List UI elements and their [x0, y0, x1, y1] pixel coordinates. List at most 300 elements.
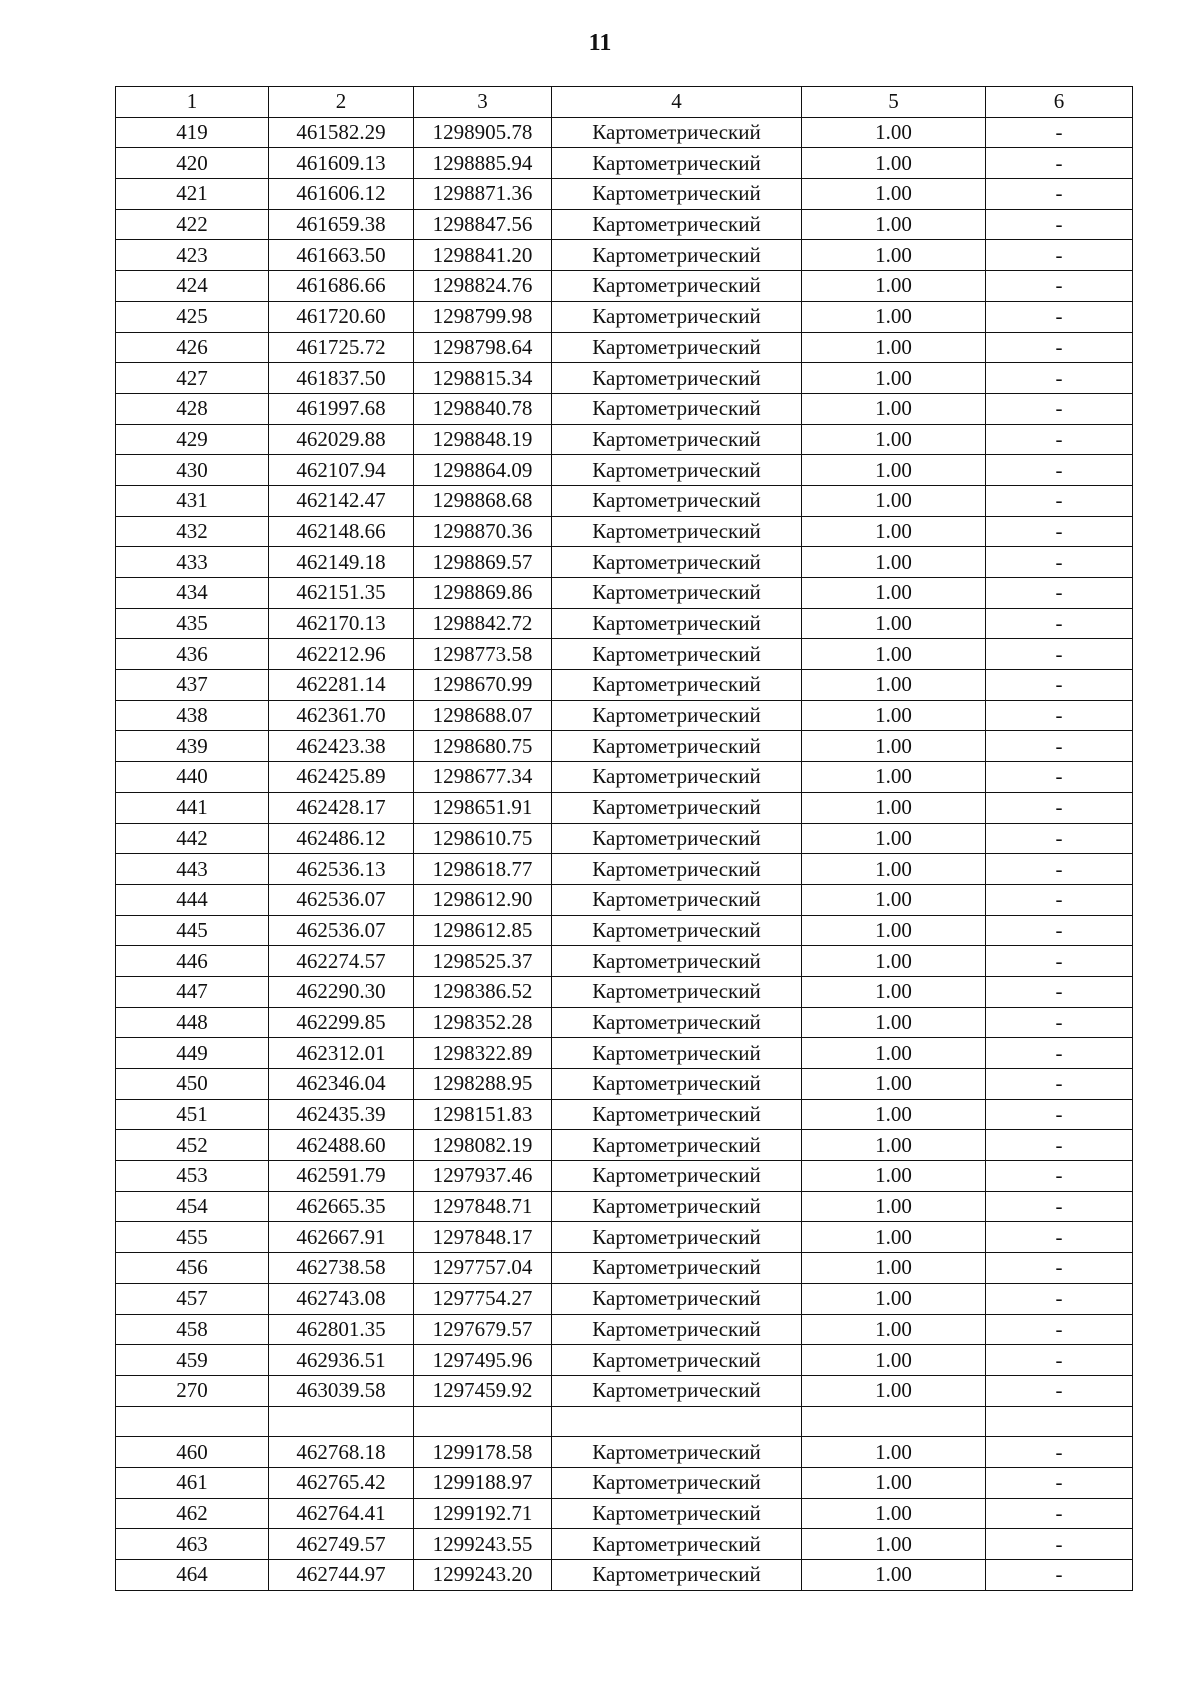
table-cell: Картометрический — [552, 117, 802, 148]
table-cell: 1.00 — [802, 1069, 986, 1100]
table-cell: 449 — [116, 1038, 269, 1069]
table-cell: 452 — [116, 1130, 269, 1161]
table-cell: Картометрический — [552, 271, 802, 302]
table-cell: 462361.70 — [269, 700, 414, 731]
table-cell: 433 — [116, 547, 269, 578]
table-cell: 1.00 — [802, 1437, 986, 1468]
table-cell: 461686.66 — [269, 271, 414, 302]
table-row — [116, 731, 1133, 762]
table-cell — [552, 1406, 802, 1437]
table-cell: 1298610.75 — [414, 823, 552, 854]
table-cell: 1.00 — [802, 424, 986, 455]
table-cell: Картометрический — [552, 608, 802, 639]
table-cell: 447 — [116, 976, 269, 1007]
table-cell: Картометрический — [552, 1498, 802, 1529]
table-cell: - — [986, 854, 1133, 885]
table-row — [116, 332, 1133, 363]
table-cell: 422 — [116, 209, 269, 240]
table-cell: 423 — [116, 240, 269, 271]
table-cell: Картометрический — [552, 976, 802, 1007]
table-cell: 1298869.57 — [414, 547, 552, 578]
table-cell: Картометрический — [552, 946, 802, 977]
table-cell: - — [986, 363, 1133, 394]
table-cell: 461659.38 — [269, 209, 414, 240]
table-cell: 1.00 — [802, 1007, 986, 1038]
table-cell: 1.00 — [802, 1560, 986, 1591]
table-cell: - — [986, 1498, 1133, 1529]
table-cell: 462801.35 — [269, 1314, 414, 1345]
table-cell: 462738.58 — [269, 1253, 414, 1284]
table-cell: 444 — [116, 884, 269, 915]
table-row — [116, 1038, 1133, 1069]
table-cell: 1.00 — [802, 884, 986, 915]
table-cell: - — [986, 1038, 1133, 1069]
table-cell: Картометрический — [552, 639, 802, 670]
table-cell: 462299.85 — [269, 1007, 414, 1038]
table-row — [116, 1375, 1133, 1406]
table-cell: 421 — [116, 179, 269, 210]
table-cell: 1.00 — [802, 854, 986, 885]
table-cell: Картометрический — [552, 762, 802, 793]
table-cell: - — [986, 301, 1133, 332]
table-cell: Картометрический — [552, 547, 802, 578]
table-cell: - — [986, 792, 1133, 823]
header-cell: 3 — [414, 87, 552, 118]
table-cell: Картометрический — [552, 1375, 802, 1406]
table-cell: 1.00 — [802, 608, 986, 639]
table-cell: 1.00 — [802, 363, 986, 394]
table-cell: 462148.66 — [269, 516, 414, 547]
table-cell: 454 — [116, 1191, 269, 1222]
table-cell: - — [986, 1253, 1133, 1284]
table-cell: Картометрический — [552, 1099, 802, 1130]
table-row — [116, 1314, 1133, 1345]
table-cell: - — [986, 1560, 1133, 1591]
table-row — [116, 1069, 1133, 1100]
table-cell: 434 — [116, 578, 269, 609]
table-cell: 437 — [116, 670, 269, 701]
table-cell: Картометрический — [552, 1069, 802, 1100]
table-cell: 1.00 — [802, 1191, 986, 1222]
table-cell: Картометрический — [552, 179, 802, 210]
table-row — [116, 547, 1133, 578]
table-cell — [986, 1406, 1133, 1437]
table-cell: - — [986, 393, 1133, 424]
table-cell: 1299192.71 — [414, 1498, 552, 1529]
table-cell: 1.00 — [802, 271, 986, 302]
table-cell: 462346.04 — [269, 1069, 414, 1100]
table-cell: 462765.42 — [269, 1467, 414, 1498]
table-cell: Картометрический — [552, 1560, 802, 1591]
table-cell: Картометрический — [552, 1437, 802, 1468]
table-cell: Картометрический — [552, 363, 802, 394]
table-cell: 1298815.34 — [414, 363, 552, 394]
table-cell: 270 — [116, 1375, 269, 1406]
table-cell: 461 — [116, 1467, 269, 1498]
table-cell: 428 — [116, 393, 269, 424]
table-row — [116, 1007, 1133, 1038]
table-row — [116, 485, 1133, 516]
table-cell: 1297679.57 — [414, 1314, 552, 1345]
table-row — [116, 209, 1133, 240]
table-cell: 1298322.89 — [414, 1038, 552, 1069]
header-cell: 1 — [116, 87, 269, 118]
table-cell: - — [986, 823, 1133, 854]
table-cell: 1297495.96 — [414, 1345, 552, 1376]
table-cell: 1298885.94 — [414, 148, 552, 179]
table-cell: 1297937.46 — [414, 1161, 552, 1192]
table-row — [116, 455, 1133, 486]
header-cell: 4 — [552, 87, 802, 118]
table-cell: Картометрический — [552, 731, 802, 762]
table-cell: 1298869.86 — [414, 578, 552, 609]
table-cell: 1.00 — [802, 1283, 986, 1314]
table-cell: - — [986, 1222, 1133, 1253]
table-cell: 461606.12 — [269, 179, 414, 210]
table-cell: 1.00 — [802, 1130, 986, 1161]
table-cell: - — [986, 547, 1133, 578]
table-cell: Картометрический — [552, 578, 802, 609]
table-cell: Картометрический — [552, 1130, 802, 1161]
table-cell: 424 — [116, 271, 269, 302]
header-cell: 2 — [269, 87, 414, 118]
table-cell: Картометрический — [552, 301, 802, 332]
table-cell: 1297848.17 — [414, 1222, 552, 1253]
table-cell: - — [986, 1529, 1133, 1560]
table-header — [116, 87, 1133, 118]
table-cell: 461725.72 — [269, 332, 414, 363]
table-cell: 1.00 — [802, 547, 986, 578]
table-cell: 462744.97 — [269, 1560, 414, 1591]
table-cell: 1.00 — [802, 670, 986, 701]
table-cell: 451 — [116, 1099, 269, 1130]
table-cell: 438 — [116, 700, 269, 731]
table-row — [116, 578, 1133, 609]
table-cell: - — [986, 700, 1133, 731]
table-cell: 1.00 — [802, 485, 986, 516]
table-cell: - — [986, 240, 1133, 271]
table-cell: 435 — [116, 608, 269, 639]
table-row — [116, 915, 1133, 946]
table-row — [116, 976, 1133, 1007]
table-cell: Картометрический — [552, 1253, 802, 1284]
table-row — [116, 363, 1133, 394]
table-row — [116, 301, 1133, 332]
table-cell: 1297754.27 — [414, 1283, 552, 1314]
table-cell: - — [986, 332, 1133, 363]
table-cell: 464 — [116, 1560, 269, 1591]
table-cell: 430 — [116, 455, 269, 486]
table-row — [116, 393, 1133, 424]
table-cell: 425 — [116, 301, 269, 332]
table-cell: - — [986, 608, 1133, 639]
table-row — [116, 946, 1133, 977]
table-row — [116, 639, 1133, 670]
table-cell: 461837.50 — [269, 363, 414, 394]
table-cell: 450 — [116, 1069, 269, 1100]
table-row — [116, 792, 1133, 823]
table-cell: 1298688.07 — [414, 700, 552, 731]
table-cell: 1.00 — [802, 1161, 986, 1192]
table-cell: - — [986, 1375, 1133, 1406]
table-cell: - — [986, 639, 1133, 670]
table-cell: 1.00 — [802, 1222, 986, 1253]
coordinates-table — [115, 86, 1133, 1591]
table-row — [116, 1437, 1133, 1468]
table-cell: - — [986, 1437, 1133, 1468]
table-cell: 442 — [116, 823, 269, 854]
table-cell: 1.00 — [802, 1099, 986, 1130]
table-row — [116, 762, 1133, 793]
table-cell — [414, 1406, 552, 1437]
table-cell: Картометрический — [552, 823, 802, 854]
table-cell: 1.00 — [802, 762, 986, 793]
table-row — [116, 608, 1133, 639]
table-cell: 462591.79 — [269, 1161, 414, 1192]
table-cell: 439 — [116, 731, 269, 762]
table-cell: - — [986, 1069, 1133, 1100]
header-cell: 6 — [986, 87, 1133, 118]
table-cell: 1298824.76 — [414, 271, 552, 302]
table-cell: - — [986, 117, 1133, 148]
table-cell: 1298612.85 — [414, 915, 552, 946]
table-cell: Картометрический — [552, 1467, 802, 1498]
table-cell: 1.00 — [802, 393, 986, 424]
table-row — [116, 1529, 1133, 1560]
table-cell: Картометрический — [552, 516, 802, 547]
table-cell: 1.00 — [802, 1345, 986, 1376]
table-row — [116, 854, 1133, 885]
table-cell: 462536.07 — [269, 915, 414, 946]
table-cell: 1.00 — [802, 1467, 986, 1498]
table-cell: 460 — [116, 1437, 269, 1468]
table-cell: Картометрический — [552, 424, 802, 455]
table-cell: 461997.68 — [269, 393, 414, 424]
table-cell: 462281.14 — [269, 670, 414, 701]
table-cell: Картометрический — [552, 700, 802, 731]
table-cell: 1298680.75 — [414, 731, 552, 762]
table-cell: 462423.38 — [269, 731, 414, 762]
table-row — [116, 516, 1133, 547]
table-cell: - — [986, 455, 1133, 486]
table-cell: Картометрический — [552, 884, 802, 915]
table-cell: 1299243.55 — [414, 1529, 552, 1560]
table-cell: 461720.60 — [269, 301, 414, 332]
table-row — [116, 240, 1133, 271]
table-cell: 1298773.58 — [414, 639, 552, 670]
table-cell: 462536.13 — [269, 854, 414, 885]
table-cell: 1298870.36 — [414, 516, 552, 547]
table-cell: 462170.13 — [269, 608, 414, 639]
table-cell: 1.00 — [802, 1314, 986, 1345]
table-cell: 462743.08 — [269, 1283, 414, 1314]
table-cell: Картометрический — [552, 1314, 802, 1345]
table-row — [116, 1161, 1133, 1192]
table-row — [116, 424, 1133, 455]
table-row — [116, 1222, 1133, 1253]
table-cell: - — [986, 1099, 1133, 1130]
table-cell: 455 — [116, 1222, 269, 1253]
table-cell: 1299188.97 — [414, 1467, 552, 1498]
table-cell: 446 — [116, 946, 269, 977]
table-cell: Картометрический — [552, 1529, 802, 1560]
table-cell: 1298848.19 — [414, 424, 552, 455]
table-cell: Картометрический — [552, 393, 802, 424]
table-cell: - — [986, 1467, 1133, 1498]
table-cell: 427 — [116, 363, 269, 394]
table-row — [116, 179, 1133, 210]
table-cell: 431 — [116, 485, 269, 516]
table-cell: 1298799.98 — [414, 301, 552, 332]
table-cell: 1299243.20 — [414, 1560, 552, 1591]
table-cell: 462665.35 — [269, 1191, 414, 1222]
table-cell: - — [986, 946, 1133, 977]
table-cell: 462312.01 — [269, 1038, 414, 1069]
table-cell: 458 — [116, 1314, 269, 1345]
table-cell: 1298386.52 — [414, 976, 552, 1007]
table-cell: 1.00 — [802, 455, 986, 486]
table-cell: 453 — [116, 1161, 269, 1192]
table-cell — [116, 1406, 269, 1437]
table-cell: Картометрический — [552, 485, 802, 516]
table-cell — [802, 1406, 986, 1437]
table-cell: 1298677.34 — [414, 762, 552, 793]
table-row — [116, 1283, 1133, 1314]
table-cell: Картометрический — [552, 148, 802, 179]
table-cell: - — [986, 1130, 1133, 1161]
table-cell: 1.00 — [802, 1375, 986, 1406]
table-row — [116, 1560, 1133, 1591]
table-cell: - — [986, 209, 1133, 240]
table-cell: 420 — [116, 148, 269, 179]
table-cell: - — [986, 670, 1133, 701]
table-cell: 1298871.36 — [414, 179, 552, 210]
table-cell: 440 — [116, 762, 269, 793]
table-cell: 1.00 — [802, 301, 986, 332]
header-cell: 5 — [802, 87, 986, 118]
table-cell: 1298288.95 — [414, 1069, 552, 1100]
table-cell: Картометрический — [552, 1222, 802, 1253]
table-cell: 462151.35 — [269, 578, 414, 609]
table-row — [116, 1130, 1133, 1161]
table-cell: 1.00 — [802, 179, 986, 210]
table-cell: 462435.39 — [269, 1099, 414, 1130]
table-cell: Картометрический — [552, 1283, 802, 1314]
table-cell: 448 — [116, 1007, 269, 1038]
table-cell: 1.00 — [802, 516, 986, 547]
table-cell: 445 — [116, 915, 269, 946]
table-cell: 1298082.19 — [414, 1130, 552, 1161]
table-cell: 462936.51 — [269, 1345, 414, 1376]
table-cell: 1298151.83 — [414, 1099, 552, 1130]
table-cell: 1298868.68 — [414, 485, 552, 516]
table-cell: 462488.60 — [269, 1130, 414, 1161]
table-cell: - — [986, 271, 1133, 302]
table-cell: 463039.58 — [269, 1375, 414, 1406]
table-cell: 1297459.92 — [414, 1375, 552, 1406]
table-cell: 462149.18 — [269, 547, 414, 578]
table-cell: 1.00 — [802, 823, 986, 854]
table-cell: 1.00 — [802, 578, 986, 609]
table-cell: 462274.57 — [269, 946, 414, 977]
table-cell: 1298612.90 — [414, 884, 552, 915]
table-cell: Картометрический — [552, 209, 802, 240]
table-cell: 462667.91 — [269, 1222, 414, 1253]
table-cell: 1.00 — [802, 1253, 986, 1284]
table-row — [116, 670, 1133, 701]
table-cell: 462029.88 — [269, 424, 414, 455]
table-row — [116, 700, 1133, 731]
table-cell: Картометрический — [552, 1038, 802, 1069]
table-cell: 1298840.78 — [414, 393, 552, 424]
table-cell: 456 — [116, 1253, 269, 1284]
table-cell: Картометрический — [552, 240, 802, 271]
table-cell: 461582.29 — [269, 117, 414, 148]
table-cell: 1298905.78 — [414, 117, 552, 148]
table-cell: - — [986, 148, 1133, 179]
table-row — [116, 1498, 1133, 1529]
table-cell: 463 — [116, 1529, 269, 1560]
table-cell: Картометрический — [552, 1161, 802, 1192]
table-cell: 1.00 — [802, 700, 986, 731]
table-cell: - — [986, 179, 1133, 210]
table-cell: 462 — [116, 1498, 269, 1529]
table-cell: 462428.17 — [269, 792, 414, 823]
table-cell: 1.00 — [802, 1038, 986, 1069]
table-cell: 1298842.72 — [414, 608, 552, 639]
table-cell: 1298864.09 — [414, 455, 552, 486]
table-cell: 1298798.64 — [414, 332, 552, 363]
table-cell: - — [986, 762, 1133, 793]
table-row — [116, 1406, 1133, 1437]
table-cell: - — [986, 884, 1133, 915]
table-cell: 462749.57 — [269, 1529, 414, 1560]
table-cell: 1298352.28 — [414, 1007, 552, 1038]
table-cell: 429 — [116, 424, 269, 455]
table-cell: 1.00 — [802, 1529, 986, 1560]
table-cell: 462212.96 — [269, 639, 414, 670]
table-row — [116, 1191, 1133, 1222]
table-cell: 1298841.20 — [414, 240, 552, 271]
table-cell: 1.00 — [802, 332, 986, 363]
table-cell: Картометрический — [552, 455, 802, 486]
table-cell: - — [986, 424, 1133, 455]
table-cell: 462486.12 — [269, 823, 414, 854]
table-cell: 1298847.56 — [414, 209, 552, 240]
table-cell: Картометрический — [552, 670, 802, 701]
table-cell: 1.00 — [802, 976, 986, 1007]
table-cell: Картометрический — [552, 1191, 802, 1222]
table-cell: 461609.13 — [269, 148, 414, 179]
table-cell: Картометрический — [552, 332, 802, 363]
table-cell: 1298651.91 — [414, 792, 552, 823]
table-cell: 1.00 — [802, 731, 986, 762]
table-cell: Картометрический — [552, 1007, 802, 1038]
table-cell — [269, 1406, 414, 1437]
table-cell: 461663.50 — [269, 240, 414, 271]
table-cell: 1.00 — [802, 792, 986, 823]
header-row — [116, 87, 1133, 118]
table-cell: - — [986, 1345, 1133, 1376]
table-row — [116, 148, 1133, 179]
table-cell: 1.00 — [802, 1498, 986, 1529]
table-cell: 1297848.71 — [414, 1191, 552, 1222]
table-cell: 419 — [116, 117, 269, 148]
table-cell: 457 — [116, 1283, 269, 1314]
table-cell: Картометрический — [552, 792, 802, 823]
table-cell: 443 — [116, 854, 269, 885]
table-cell: 1.00 — [802, 117, 986, 148]
